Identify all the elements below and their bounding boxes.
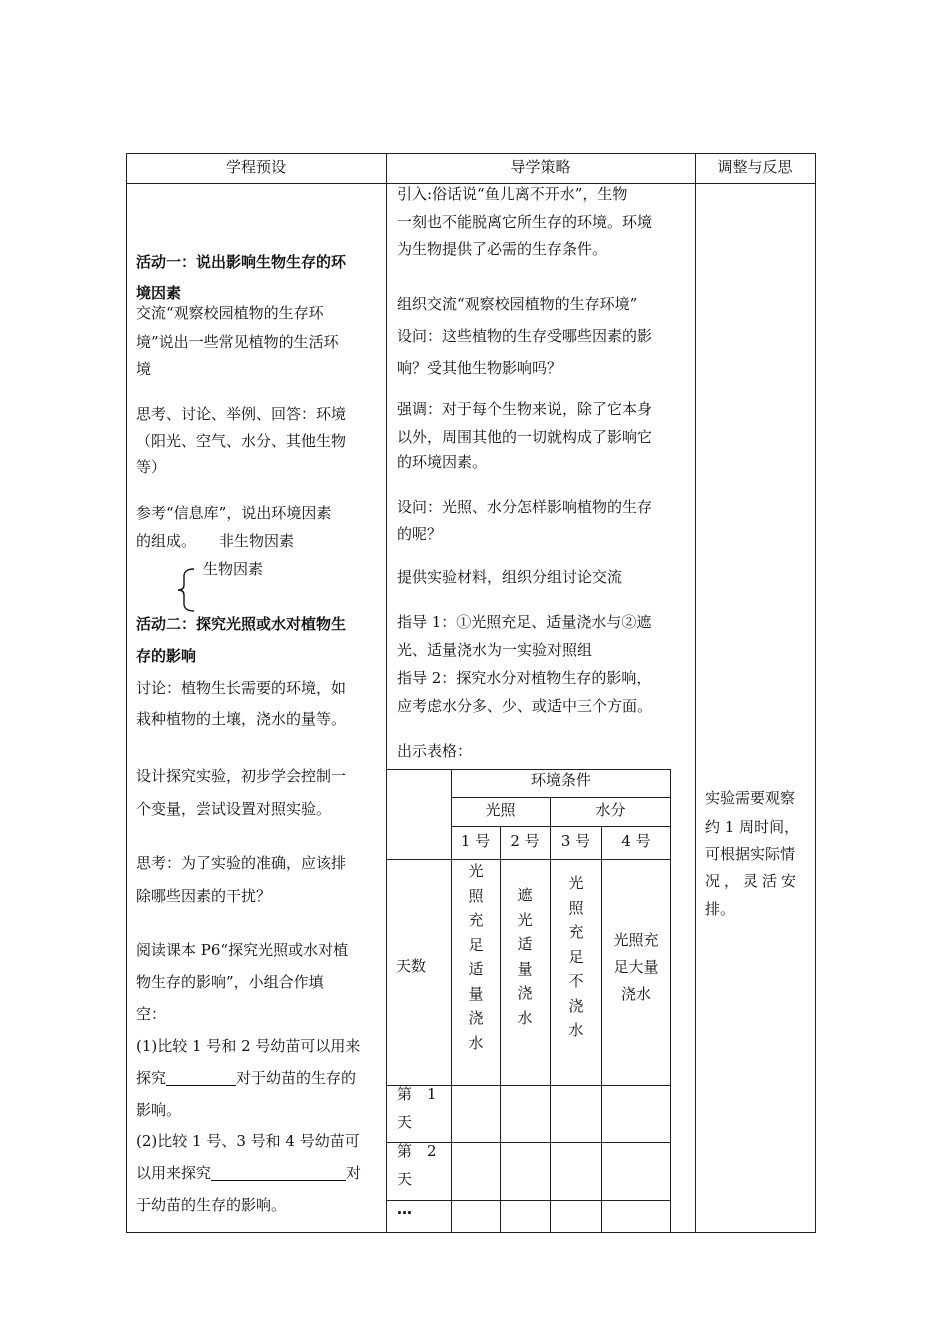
day2-line2: 天 xyxy=(397,1170,413,1188)
think-line2: （阳光、空气、水分、其他生物 xyxy=(136,432,347,450)
question2-line2 xyxy=(136,1159,361,1188)
question2-blank xyxy=(211,1162,346,1181)
emphasize-line3: 的环境因素。 xyxy=(397,453,488,471)
note-line3: 可根据实际情 xyxy=(705,845,796,863)
question1-prefix: 探究 xyxy=(136,1069,167,1087)
seedling-3: 3 号 xyxy=(560,832,591,850)
factor-biotic: 生物因素 xyxy=(203,560,264,578)
question2-line3: 于幼苗的生存的影响。 xyxy=(136,1196,287,1214)
inner-v-4 xyxy=(601,826,602,1232)
exchange-line2: 境”说出一些常见植物的生活环 xyxy=(136,333,339,351)
provide-line: 提供实验材料，组织分组讨论交流 xyxy=(397,568,623,586)
design-line2: 个变量，尝试设置对照实验。 xyxy=(136,800,332,818)
ask1-line1: 设问：这些植物的生存受哪些因素的影 xyxy=(397,327,653,345)
note-line1: 实验需要观察 xyxy=(705,789,796,807)
condition-2: 遮光适量浇水 xyxy=(517,886,533,1027)
emphasize-line2: 以外，周围其他的一切就构成了影响它 xyxy=(397,428,653,446)
note-line2: 约 1 周时间， xyxy=(705,818,800,836)
activity2-title-line2: 存的影响 xyxy=(136,647,197,665)
question1-line1: (1)比较 1 号和 2 号幼苗可以用来 xyxy=(136,1037,361,1055)
light-header: 光照 xyxy=(485,801,516,819)
discuss-line1: 讨论：植物生长需要的环境，如 xyxy=(136,679,347,697)
emphasize-line1: 强调：对于每个生物来说，除了它本身 xyxy=(397,400,653,418)
activity1-title-line1: 活动一：说出影响生物生存的环 xyxy=(136,253,347,271)
table-left-border xyxy=(126,153,127,1233)
days-label: 天数 xyxy=(396,957,427,975)
condition-4-line3: 浇水 xyxy=(620,985,651,1003)
activity2-title-line1: 活动二：探究光照或水对植物生 xyxy=(136,615,347,633)
seedling-2: 2 号 xyxy=(510,832,540,850)
question2-prefix: 以用来探究 xyxy=(136,1164,212,1182)
condition-4-line1: 光照充 xyxy=(613,931,659,949)
header-col1: 学程预设 xyxy=(225,158,286,176)
reference-line1: 参考“信息库”，说出环境因素 xyxy=(136,504,332,522)
think2-line2: 除哪些因素的干扰？ xyxy=(136,887,272,905)
design-line1: 设计探究实验，初步学会控制一 xyxy=(136,767,347,785)
ask2-line1: 设问：光照、水分怎样影响植物的生存 xyxy=(397,498,653,516)
day1-line1: 第 1 xyxy=(397,1085,437,1103)
show-table-line: 出示表格： xyxy=(397,742,473,760)
question1-line2 xyxy=(136,1064,356,1093)
exchange-line1: 交流“观察校园植物的生存环 xyxy=(136,304,324,322)
guide2-line2: 应考虑水分多、少、或适中三个方面。 xyxy=(397,697,653,715)
inner-day2-bottom xyxy=(387,1200,671,1201)
col-divider-2 xyxy=(695,153,696,1233)
question1-suffix: 对于幼苗的生存的 xyxy=(236,1069,357,1087)
day1-line2: 天 xyxy=(397,1113,413,1131)
curly-brace-icon xyxy=(174,568,198,612)
read-line1: 阅读课本 P6“探究光照或水对植 xyxy=(136,941,349,959)
table-right-border xyxy=(815,153,816,1233)
ask1-line2: 响？受其他生物影响吗？ xyxy=(397,359,563,377)
activity1-title-line2: 境因素 xyxy=(136,284,182,302)
more-rows-ellipsis: … xyxy=(397,1200,412,1218)
note-line5: 排。 xyxy=(705,900,736,918)
inner-v-2 xyxy=(500,826,501,1232)
day2-line1: 第 2 xyxy=(397,1142,437,1160)
think-line3: 等） xyxy=(136,458,167,476)
seedling-1: 1 号 xyxy=(460,832,491,850)
reference-line2: 的组成。 xyxy=(136,532,197,550)
question1-blank xyxy=(166,1067,236,1086)
intro-line3: 为生物提供了必需的生存条件。 xyxy=(397,240,608,258)
read-line2: 物生存的影响”，小组合作填 xyxy=(136,973,324,991)
factor-abiotic: 非生物因素 xyxy=(219,532,295,550)
question2-suffix: 对 xyxy=(346,1164,362,1182)
think-line1: 思考、讨论、举例、回答：环境 xyxy=(136,405,347,423)
condition-4-line2: 足大量 xyxy=(613,958,659,976)
question2-line1: (2)比较 1 号、3 号和 4 号幼苗可 xyxy=(136,1132,360,1150)
discuss-line2: 栽种植物的土壤，浇水的量等。 xyxy=(136,710,347,728)
guide1-line2: 光、适量浇水为一实验对照组 xyxy=(397,641,593,659)
header-col3: 调整与反思 xyxy=(717,158,793,176)
intro-line1: 引入:俗话说“鱼儿离不开水”，生物 xyxy=(397,185,628,203)
question1-line3: 影响。 xyxy=(136,1101,182,1119)
env-condition-header: 环境条件 xyxy=(530,771,591,789)
read-line3: 空： xyxy=(136,1005,167,1023)
organize-line: 组织交流“观察校园植物的生存环境” xyxy=(397,295,638,313)
header-col2: 导学策略 xyxy=(510,158,571,176)
seedling-4: 4 号 xyxy=(621,832,651,850)
water-header: 水分 xyxy=(595,801,626,819)
guide1-line1: 指导 1：①光照充足、适量浇水与②遮 xyxy=(397,613,652,631)
condition-1: 光照充足适量浇水 xyxy=(468,862,484,1052)
condition-3: 光照充足不浇水 xyxy=(568,874,584,1039)
think2-line1: 思考：为了实验的准确，应该排 xyxy=(136,854,347,872)
inner-head-bottom xyxy=(387,859,671,860)
table-bottom-border xyxy=(126,1232,816,1233)
inner-v-3 xyxy=(550,797,551,1232)
note-line4: 况，灵活安 xyxy=(705,872,801,890)
exchange-line3: 境 xyxy=(136,360,152,378)
ask2-line2: 的呢？ xyxy=(397,525,443,543)
guide2-line1: 指导 2：探究水分对植物生存的影响， xyxy=(397,669,652,687)
intro-line2: 一刻也不能脱离它所生存的环境。环境 xyxy=(397,213,653,231)
col-divider-1 xyxy=(386,153,387,1233)
